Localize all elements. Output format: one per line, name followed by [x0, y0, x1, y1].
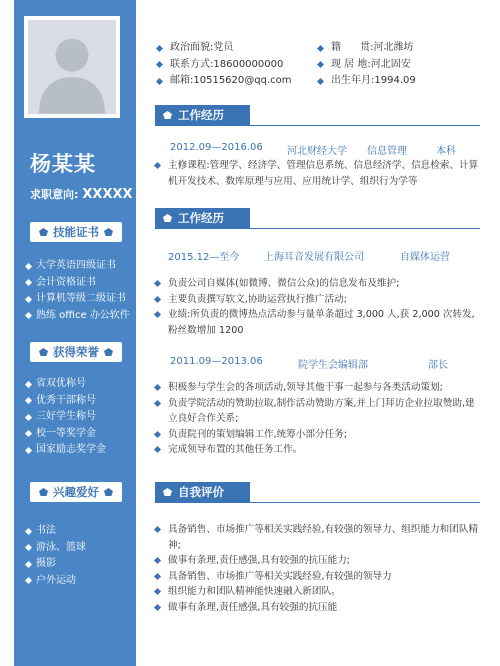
diamond-bullet-icon	[154, 399, 161, 406]
job1-header	[168, 248, 468, 262]
diamond-bullet-icon	[25, 296, 32, 303]
list-item: 游泳、篮球	[26, 540, 86, 557]
education-title: 工作经历	[155, 105, 250, 125]
list-item: 具备销售、市场推广等相关实践经验,有较强的领导力	[155, 569, 480, 585]
job2-bullets	[155, 380, 480, 458]
diamond-bullet-icon	[25, 430, 32, 437]
list-item: 优秀干部称号	[26, 393, 106, 410]
list-item: 计算机等级二级证书	[26, 291, 130, 308]
list-item: 摄影	[26, 556, 86, 573]
hobbies-title: 兴趣爱好	[30, 482, 122, 502]
job-intention-value: XXXXX	[82, 187, 133, 202]
diamond-bullet-icon	[154, 446, 161, 453]
list-item: 省双优称号	[26, 376, 106, 393]
list-item: 熟练 office 办公软件	[26, 308, 130, 325]
job2-company: 院学生会编辑部	[298, 360, 368, 371]
divider	[155, 502, 480, 503]
education-bullets	[155, 158, 480, 189]
diamond-bullet-icon	[156, 61, 163, 68]
info-row: 现 居 地:河北固安	[318, 57, 416, 74]
diamond-bullet-icon	[154, 311, 161, 318]
info-left	[157, 40, 292, 90]
pentagon-icon	[39, 488, 48, 496]
list-item: 积极参与学生会的各项活动,领导其他干事一起参与各类活动策划;	[155, 380, 480, 396]
diamond-bullet-icon	[317, 61, 324, 68]
diamond-bullet-icon	[25, 577, 32, 584]
info-row: 政治面貌:党员	[157, 40, 292, 57]
info-row: 联系方式:18600000000	[157, 57, 292, 74]
hobbies-list	[26, 523, 86, 589]
diamond-bullet-icon	[154, 603, 161, 610]
diamond-bullet-icon	[156, 45, 163, 52]
honors-list	[26, 376, 106, 459]
info-right	[318, 40, 416, 90]
diamond-bullet-icon	[25, 528, 32, 535]
list-item: 主要负责撰写软文,协助运营执行推广活动;	[155, 292, 480, 308]
education-degree: 本科	[436, 146, 456, 157]
job1-bullets	[155, 276, 480, 338]
pentagon-icon	[104, 488, 113, 496]
info-row: 邮箱:10515620@qq.com	[157, 73, 292, 90]
pentagon-icon	[163, 111, 172, 119]
list-item: 会计资格证书	[26, 275, 130, 292]
honors-title: 获得荣誉	[30, 342, 122, 362]
job2-header	[170, 356, 470, 370]
pentagon-icon	[163, 214, 172, 222]
candidate-name: 杨某某	[30, 152, 96, 176]
job2-role: 部长	[428, 360, 448, 371]
education-period: 2012.09—2016.06	[170, 142, 263, 153]
job1-period: 2015.12—至今	[168, 252, 240, 263]
diamond-bullet-icon	[154, 162, 161, 169]
job2-period: 2011.09—2013.06	[170, 356, 263, 367]
diamond-bullet-icon	[156, 78, 163, 85]
work-title: 工作经历	[155, 208, 250, 228]
diamond-bullet-icon	[154, 430, 161, 437]
diamond-bullet-icon	[25, 447, 32, 454]
list-item: 三好学生称号	[26, 409, 106, 426]
list-item: 组织能力和团队精神能快速融入新团队。	[155, 584, 480, 600]
diamond-bullet-icon	[25, 263, 32, 270]
list-item: 做事有条理,责任感强,具有较强的抗压能力;	[155, 553, 480, 569]
job-intention	[30, 186, 133, 202]
avatar-placeholder-icon	[28, 20, 116, 114]
divider	[155, 228, 480, 229]
education-major: 信息管理	[367, 146, 407, 157]
divider	[155, 125, 480, 126]
diamond-bullet-icon	[25, 381, 32, 388]
diamond-bullet-icon	[154, 384, 161, 391]
pentagon-icon	[39, 228, 48, 236]
diamond-bullet-icon	[25, 397, 32, 404]
list-item: 完成领导布置的其他任务工作。	[155, 442, 480, 458]
list-item: 国家励志奖学金	[26, 442, 106, 459]
job1-role: 自媒体运营	[400, 252, 450, 263]
job-intention-label: 求职意向:	[30, 188, 79, 201]
list-item: 书法	[26, 523, 86, 540]
self-eval-bullets	[155, 522, 480, 615]
diamond-bullet-icon	[25, 279, 32, 286]
education-school: 河北财经大学	[287, 146, 347, 157]
diamond-bullet-icon	[25, 561, 32, 568]
list-item: 业绩:所负责的微博热点活动参与量单条超过 3,000 人,获 2,000 次转发,粉丝数增加 1200	[155, 307, 480, 338]
diamond-bullet-icon	[154, 557, 161, 564]
skills-title: 技能证书	[30, 222, 122, 242]
skills-list	[26, 258, 130, 324]
pentagon-icon	[39, 348, 48, 356]
profile-photo	[24, 16, 120, 118]
pentagon-icon	[104, 348, 113, 356]
diamond-bullet-icon	[25, 544, 32, 551]
diamond-bullet-icon	[154, 588, 161, 595]
diamond-bullet-icon	[154, 280, 161, 287]
list-item: 负责院刊的策划编辑工作,统筹小部分任务;	[155, 427, 480, 443]
list-item: 做事有条理,责任感强,具有较强的抗压能	[155, 600, 480, 616]
diamond-bullet-icon	[25, 312, 32, 319]
diamond-bullet-icon	[154, 526, 161, 533]
info-row: 籍 贯:河北潍坊	[318, 40, 416, 57]
list-item: 负责学院活动的赞助拉取,制作活动赞助方案,并上门拜访企业拉取赞助,建立良好合作关系;	[155, 396, 480, 427]
info-row: 出生年月:1994.09	[318, 73, 416, 90]
pentagon-icon	[163, 488, 172, 496]
diamond-bullet-icon	[25, 414, 32, 421]
job1-company: 上海耳音发展有限公司	[264, 252, 364, 263]
diamond-bullet-icon	[317, 45, 324, 52]
diamond-bullet-icon	[154, 572, 161, 579]
diamond-bullet-icon	[154, 295, 161, 302]
list-item: 校一等奖学金	[26, 426, 106, 443]
list-item: 主修课程:管理学、经济学、管理信息系统、信息经济学、信息检索、计算机开发技术、数库原理与应用、应用统计学、组织行为学等	[155, 158, 480, 189]
list-item: 负责公司自媒体(如微博、微信公众)的信息发布及维护;	[155, 276, 480, 292]
pentagon-icon	[104, 228, 113, 236]
self-eval-title: 自我评价	[155, 482, 250, 502]
list-item: 户外运动	[26, 573, 86, 590]
list-item: 具备销售、市场推广等相关实践经验,有较强的领导力、组织能力和团队精神;	[155, 522, 480, 553]
list-item: 大学英语四级证书	[26, 258, 130, 275]
education-header	[170, 142, 470, 156]
diamond-bullet-icon	[317, 78, 324, 85]
